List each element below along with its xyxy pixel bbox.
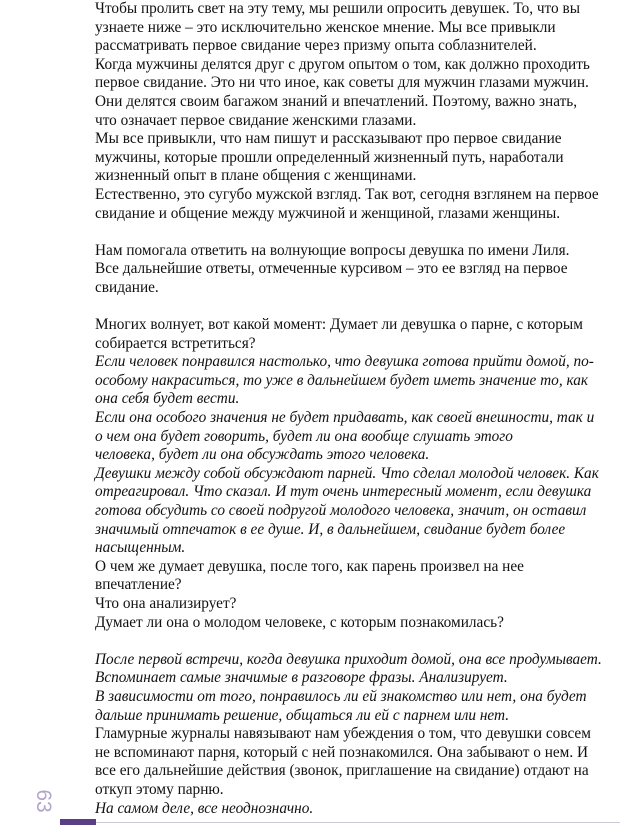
italic-text-line: о чем она будет говорить, будет ли она вообще слушать этого [95, 427, 513, 445]
text-line: Думает ли она о молодом человеке, с которым познакомилась? [95, 613, 504, 631]
italic-text-line: Если человек понравился настолько, что девушка готова прийти домой, по- [95, 353, 594, 371]
italic-text-line: она себя будет вести. [95, 390, 240, 408]
text-line: Естественно, это сугубо мужской взгляд. Так вот, сегодня взглянем на первое [95, 185, 599, 203]
page-accent-bar [60, 819, 96, 825]
text-line: Когда мужчины делятся друг с другом опытом о том, как должно проходить [95, 55, 590, 73]
text-line: что означает первое свидание женскими глазами. [95, 111, 417, 129]
text-line: жизненный опыт в плане общения с женщинами. [95, 167, 417, 185]
text-line: свидание и общение между мужчиной и женщиной, глазами женщины. [95, 204, 561, 222]
italic-text-line: человека, будет ли она обсуждать этого человека. [95, 446, 430, 464]
italic-text-line: дальше принимать решение, общаться ли ей с парнем или нет. [95, 706, 510, 724]
text-line: Что она анализирует? [95, 595, 237, 612]
text-line: Многих волнует, вот какой момент: Думает ли девушка о парне, с которым [95, 316, 583, 334]
italic-text-line: Если она особого значения не будет придавать, как своей внешности, так и [95, 409, 595, 427]
text-line: рассматривать первое свидание через призму опыта соблазнителей. [95, 37, 537, 55]
text-line: Все дальнейшие ответы, отмеченные курсивом – это ее взгляд на первое [95, 260, 568, 278]
italic-text-line: Вспоминает самые значимые в разговоре фразы. Анализирует. [95, 669, 508, 687]
page-number: 63 [32, 789, 55, 813]
page-body-text [95, 0, 615, 818]
italic-text-line: Девушки между собой обсуждают парней. Что сделал молодой человек. Как [95, 464, 599, 482]
text-line: собирается встретиться? [95, 334, 256, 352]
text-line: узнаете ниже – это исключительно женское мнение. Мы все привыкли [95, 18, 556, 36]
text-line: все его дальнейшие действия (звонок, приглашение на свидание) отдают на [95, 762, 589, 780]
text-line: Нам помогала ответить на волнующие вопросы девушка по имени Лиля. [95, 241, 570, 259]
text-line: свидание. [95, 278, 159, 296]
text-line: впечатление? [95, 576, 182, 594]
blank-line [95, 223, 615, 242]
text-line: первое свидание. Это ни что иное, как советы для мужчин глазами мужчин. [95, 74, 589, 92]
blank-line [95, 298, 615, 317]
blank-line [95, 632, 615, 651]
text-line: мужчины, которые прошли определенный жизненный путь, наработали [95, 148, 564, 166]
italic-text-line: На самом деле, все неоднозначно. [95, 799, 314, 817]
page-bottom-rule [96, 822, 620, 823]
text-line: откуп этому парню. [95, 780, 224, 798]
text-line: Чтобы пролить свет на эту тему, мы решили опросить девушек. То, что вы [95, 0, 581, 17]
text-line: не вспоминают парня, который с ней познакомился. Она забывают о нем. И [95, 743, 589, 761]
italic-text-line: После первой встречи, когда девушка приходит домой, она все продумывает. [95, 650, 602, 668]
italic-text-line: отреагировал. Что сказал. И тут очень интересный момент, если девушка [95, 483, 592, 501]
text-line: Мы все привыкли, что нам пишут и рассказывают про первое свидание [95, 130, 562, 148]
text-line: Они делятся своим багажом знаний и впечатлений. Поэтому, важно знать, [95, 92, 578, 110]
text-line: Гламурные журналы навязывают нам убеждения о том, что девушки совсем [95, 725, 591, 743]
italic-text-line: особому накраситься, то уже в дальнейшем будет иметь значение то, как [95, 371, 589, 389]
italic-text-line: значимый отпечаток в ее душе. И, в дальнейшем, свидание будет более [95, 520, 566, 538]
italic-text-line: готова обсудить со своей подругой молодого человека, значит, он оставил [95, 502, 587, 520]
italic-text-line: В зависимости от того, понравилось ли ей знакомство или нет, она будет [95, 687, 587, 705]
text-line: О чем же думает девушка, после того, как парень произвел на нее [95, 557, 524, 575]
italic-text-line: насыщенным. [95, 539, 186, 557]
